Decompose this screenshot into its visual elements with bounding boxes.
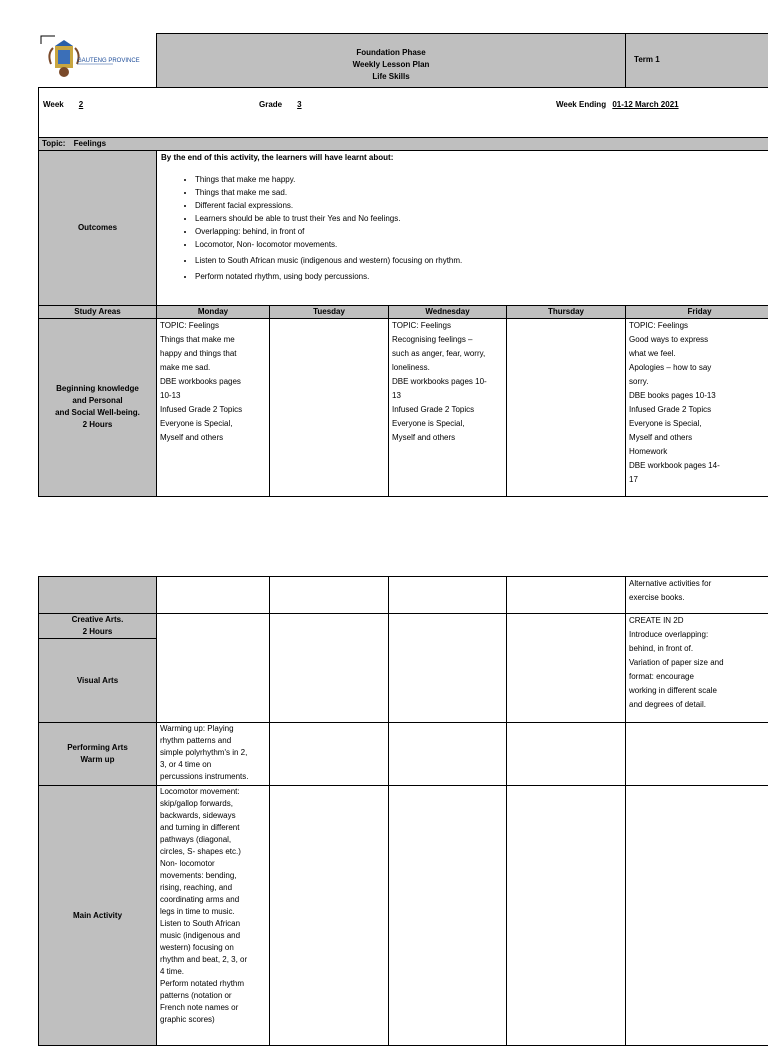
performing-thursday — [507, 723, 626, 786]
visual-tuesday — [270, 614, 389, 723]
lesson-plan-table-2 — [38, 576, 768, 1046]
continued-label — [39, 577, 157, 614]
topic-row — [39, 137, 768, 150]
beginning-monday: TOPIC: Feelings Things that make me happy and things that make me sad. DBE workbooks pages 10-13 Infused Grade 2 Topics Everyone is Special, Myself and others — [157, 318, 270, 496]
thursday-header: Thursday — [507, 305, 626, 318]
term-label: Term 1 — [634, 55, 660, 64]
grade-label: Grade — [259, 100, 282, 109]
performing-arts-label: Performing Arts Warm up — [39, 723, 157, 786]
main-activity-label: Main Activity — [39, 786, 157, 1046]
friday-header: Friday — [626, 305, 768, 318]
outcome-item: • Learners should be able to trust their Yes and No feelings. — [195, 212, 768, 225]
visual-monday — [157, 614, 270, 723]
study-areas-header: Study Areas — [39, 305, 157, 318]
beginning-friday: TOPIC: Feelings Good ways to express what we feel. Apologies – how to say sorry. DBE books pages 10-13 Infused Grade 2 Topics Everyone is Special, Myself and others Homework DBE workbook pages 14- 17 — [626, 318, 768, 496]
lesson-plan-table-1 — [38, 33, 768, 497]
main-wednesday — [389, 786, 507, 1046]
beginning-tuesday — [270, 318, 389, 496]
outcome-item: • Different facial expressions. — [195, 199, 768, 212]
week-ending-label: Week Ending — [556, 100, 606, 109]
outcomes-content — [157, 150, 768, 305]
alt-monday — [157, 577, 270, 614]
term-cell — [626, 34, 768, 88]
outcome-item: • Listen to South African music (indigenous and western) focusing on rhythm. — [195, 254, 768, 267]
beginning-thursday — [507, 318, 626, 496]
visual-friday: CREATE IN 2D Introduce overlapping: behind, in front of. Variation of paper size and format: encourage working in different scale and degrees of detail. — [626, 614, 768, 723]
outcome-item: • Locomotor, Non- locomotor movements. — [195, 238, 768, 251]
outcome-item: • Overlapping: behind, in front of — [195, 225, 768, 238]
visual-thursday — [507, 614, 626, 723]
visual-wednesday — [389, 614, 507, 723]
performing-wednesday — [389, 723, 507, 786]
performing-friday — [626, 723, 768, 786]
main-monday: Locomotor movement: skip/gallop forwards, backwards, sideways and turning in different pathways (diagonal, circles, S- shapes etc.) Non- locomotor movements: bending, rising, reaching, and coordinating arms and legs in time to music. Listen to South African music (indigenous and western) focusing on rhythm and beat, 2, 3, or 4 time. Perform notated rhythm patterns (notation or French note names or graphic scores) — [157, 786, 270, 1046]
visual-arts-label: Visual Arts — [39, 639, 157, 723]
alt-friday: Alternative activities for exercise books. — [626, 577, 768, 614]
outcome-item: • Perform notated rhythm, using body percussions. — [195, 270, 768, 283]
logo-text: GAUTENG PROVINCE — [77, 58, 140, 64]
tuesday-header: Tuesday — [270, 305, 389, 318]
main-thursday — [507, 786, 626, 1046]
logo-cell — [39, 34, 157, 88]
header-title-line-1: Foundation Phase — [160, 47, 622, 59]
topic-value: Feelings — [74, 139, 106, 148]
header-title-line-3: Life Skills — [160, 71, 622, 83]
creative-arts-label: Creative Arts. 2 Hours — [39, 614, 157, 639]
week-label: Week — [43, 100, 64, 109]
alt-thursday — [507, 577, 626, 614]
beginning-wednesday: TOPIC: Feelings Recognising feelings – such as anger, fear, worry, loneliness. DBE workbooks pages 10- 13 Infused Grade 2 Topics Everyone is Special, Myself and others — [389, 318, 507, 496]
header-title-line-2: Weekly Lesson Plan — [160, 59, 622, 71]
outcomes-list — [161, 173, 768, 283]
wednesday-header: Wednesday — [389, 305, 507, 318]
grade-value: 3 — [284, 98, 314, 112]
outcome-item: • Things that make me sad. — [195, 186, 768, 199]
performing-tuesday — [270, 723, 389, 786]
info-row — [39, 87, 768, 137]
beginning-knowledge-label: Beginning knowledge and Personal and Social Well-being. 2 Hours — [39, 318, 157, 496]
topic-label: Topic: — [42, 139, 65, 148]
header-title — [157, 34, 626, 88]
gauteng-logo — [39, 34, 157, 87]
week-value: 2 — [66, 98, 96, 112]
outcome-item: • Things that make me happy. — [195, 173, 768, 186]
outcomes-label: Outcomes — [39, 150, 157, 305]
outcomes-intro: By the end of this activity, the learners will have learnt about: — [161, 151, 768, 165]
week-ending-value: 01-12 March 2021 — [612, 100, 678, 109]
performing-monday: Warming up: Playing rhythm patterns and simple polyrhythm's in 2, 3, or 4 time on percussions instruments. — [157, 723, 270, 786]
alt-wednesday — [389, 577, 507, 614]
main-friday — [626, 786, 768, 1046]
monday-header: Monday — [157, 305, 270, 318]
main-tuesday — [270, 786, 389, 1046]
alt-tuesday — [270, 577, 389, 614]
